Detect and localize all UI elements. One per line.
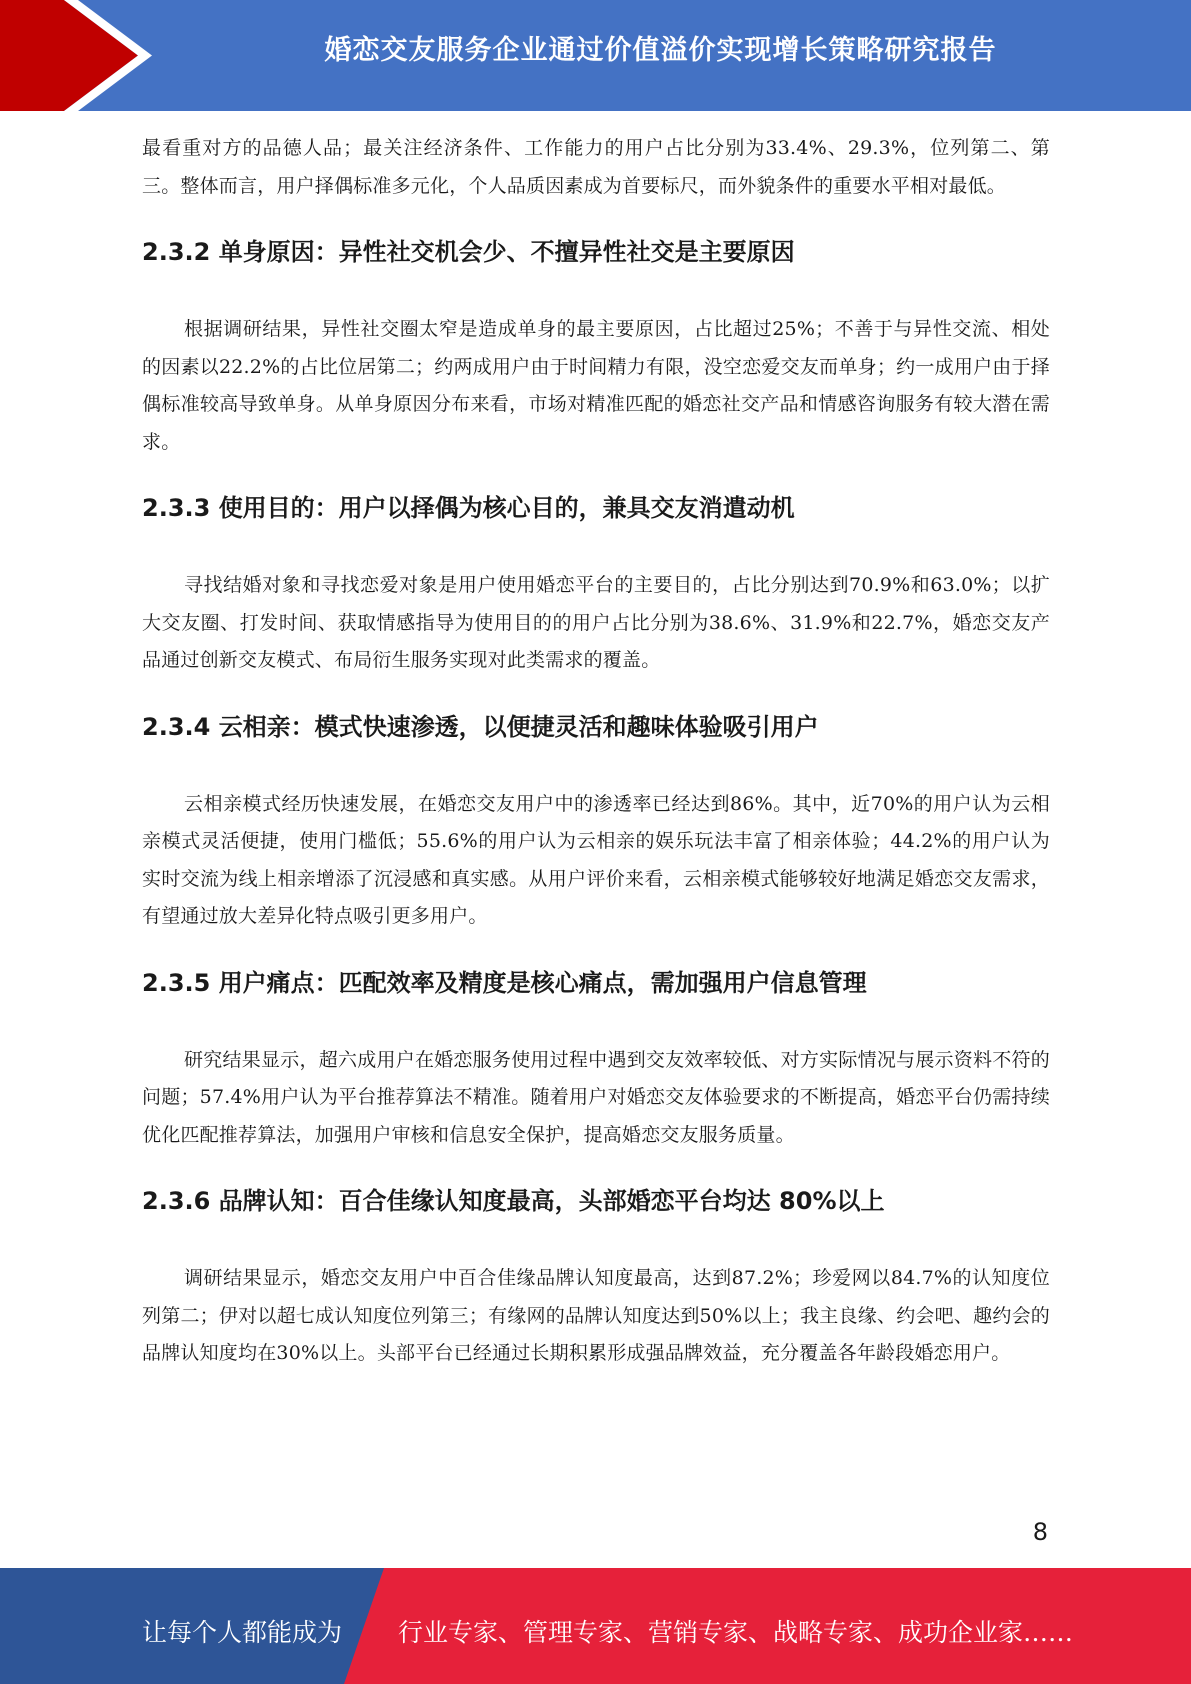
section-body-2-3-4: 云相亲模式经历快速发展，在婚恋交友用户中的渗透率已经达到86%。其中，近70%的用户认为云相亲模式灵活便捷，使用门槛低；55.6%的用户认为云相亲的娱乐玩法丰富了相亲体验；44.2%的用户认为实时交流为线上相亲增添了沉浸感和真实感。从用户评价来看，云相亲模式能够较好地满足婚恋交友需求，有望通过放大差异化特点吸引更多用户。: [142, 792, 1050, 927]
section-heading-2-3-5: 2.3.5 用户痛点：匹配效率及精度是核心痛点，需加强用户信息管理: [142, 968, 867, 997]
section-heading-2-3-2: 2.3.2 单身原因：异性社交机会少、不擅异性社交是主要原因: [142, 238, 795, 266]
header-arrow-decoration: [0, 0, 160, 111]
footer-slogan-right: 行业专家、管理专家、营销专家、战略专家、成功企业家……: [398, 1618, 1074, 1647]
page-body: [142, 130, 1050, 1373]
section-heading-2-3-6: 2.3.6 品牌认知：百合佳缘认知度最高，头部婚恋平台均达 80%以上: [142, 1187, 885, 1215]
section-body-2-3-3: 寻找结婚对象和寻找恋爱对象是用户使用婚恋平台的主要目的，占比分别达到70.9%和63.0%；以扩大交友圈、打发时间、获取情感指导为使用目的的用户占比分别为38.6%、31.9%和22.7%，婚恋交友产品通过创新交友模式、布局衍生服务实现对此类需求的覆盖。: [142, 574, 1050, 671]
section-body-2-3-5: 研究结果显示，超六成用户在婚恋服务使用过程中遇到交友效率较低、对方实际情况与展示资料不符的问题；57.4%用户认为平台推荐算法不精准。随着用户对婚恋交友体验要求的不断提高，婚恋平台仍需持续优化匹配推荐算法，加强用户审核和信息安全保护，提高婚恋交友服务质量。: [142, 1048, 1050, 1146]
page-number: 8: [1032, 1518, 1048, 1546]
section-heading-2-3-4: 2.3.4 云相亲：模式快速渗透，以便捷灵活和趣味体验吸引用户: [142, 712, 819, 741]
section-heading-2-3-3: 2.3.3 使用目的：用户以择偶为核心目的，兼具交友消遣动机: [142, 494, 795, 522]
section-body-2-3-6: 调研结果显示，婚恋交友用户中百合佳缘品牌认知度最高，达到87.2%；珍爱网以84.7%的认知度位列第二；伊对以超七成认知度位列第三；有缘网的品牌认知度达到50%以上；我主良缘、约会吧、趣约会的品牌认知度均在30%以上。头部平台已经通过长期积累形成强品牌效益，充分覆盖各年龄段婚恋用户。: [142, 1267, 1050, 1364]
section-body-2-3-2: 根据调研结果，异性社交圈太窄是造成单身的最主要原因，占比超过25%；不善于与异性交流、相处的因素以22.2%的占比位居第二；约两成用户由于时间精力有限，没空恋爱交友而单身；约一成用户由于择偶标准较高导致单身。从单身原因分布来看，市场对精准匹配的婚恋社交产品和情感咨询服务有较大潜在需求。: [142, 318, 1050, 453]
footer-slogan-left: 让每个人都能成为: [142, 1618, 343, 1647]
report-header: [0, 0, 1191, 111]
intro-paragraph: 最看重对方的品德人品；最关注经济条件、工作能力的用户占比分别为33.4%、29.3%，位列第二、第三。整体而言，用户择偶标准多元化，个人品质因素成为首要标尺，而外貌条件的重要水平相对最低。: [142, 137, 1050, 197]
report-title: 婚恋交友服务企业通过价值溢价实现增长策略研究报告: [324, 35, 997, 66]
report-footer: [0, 1568, 1191, 1684]
